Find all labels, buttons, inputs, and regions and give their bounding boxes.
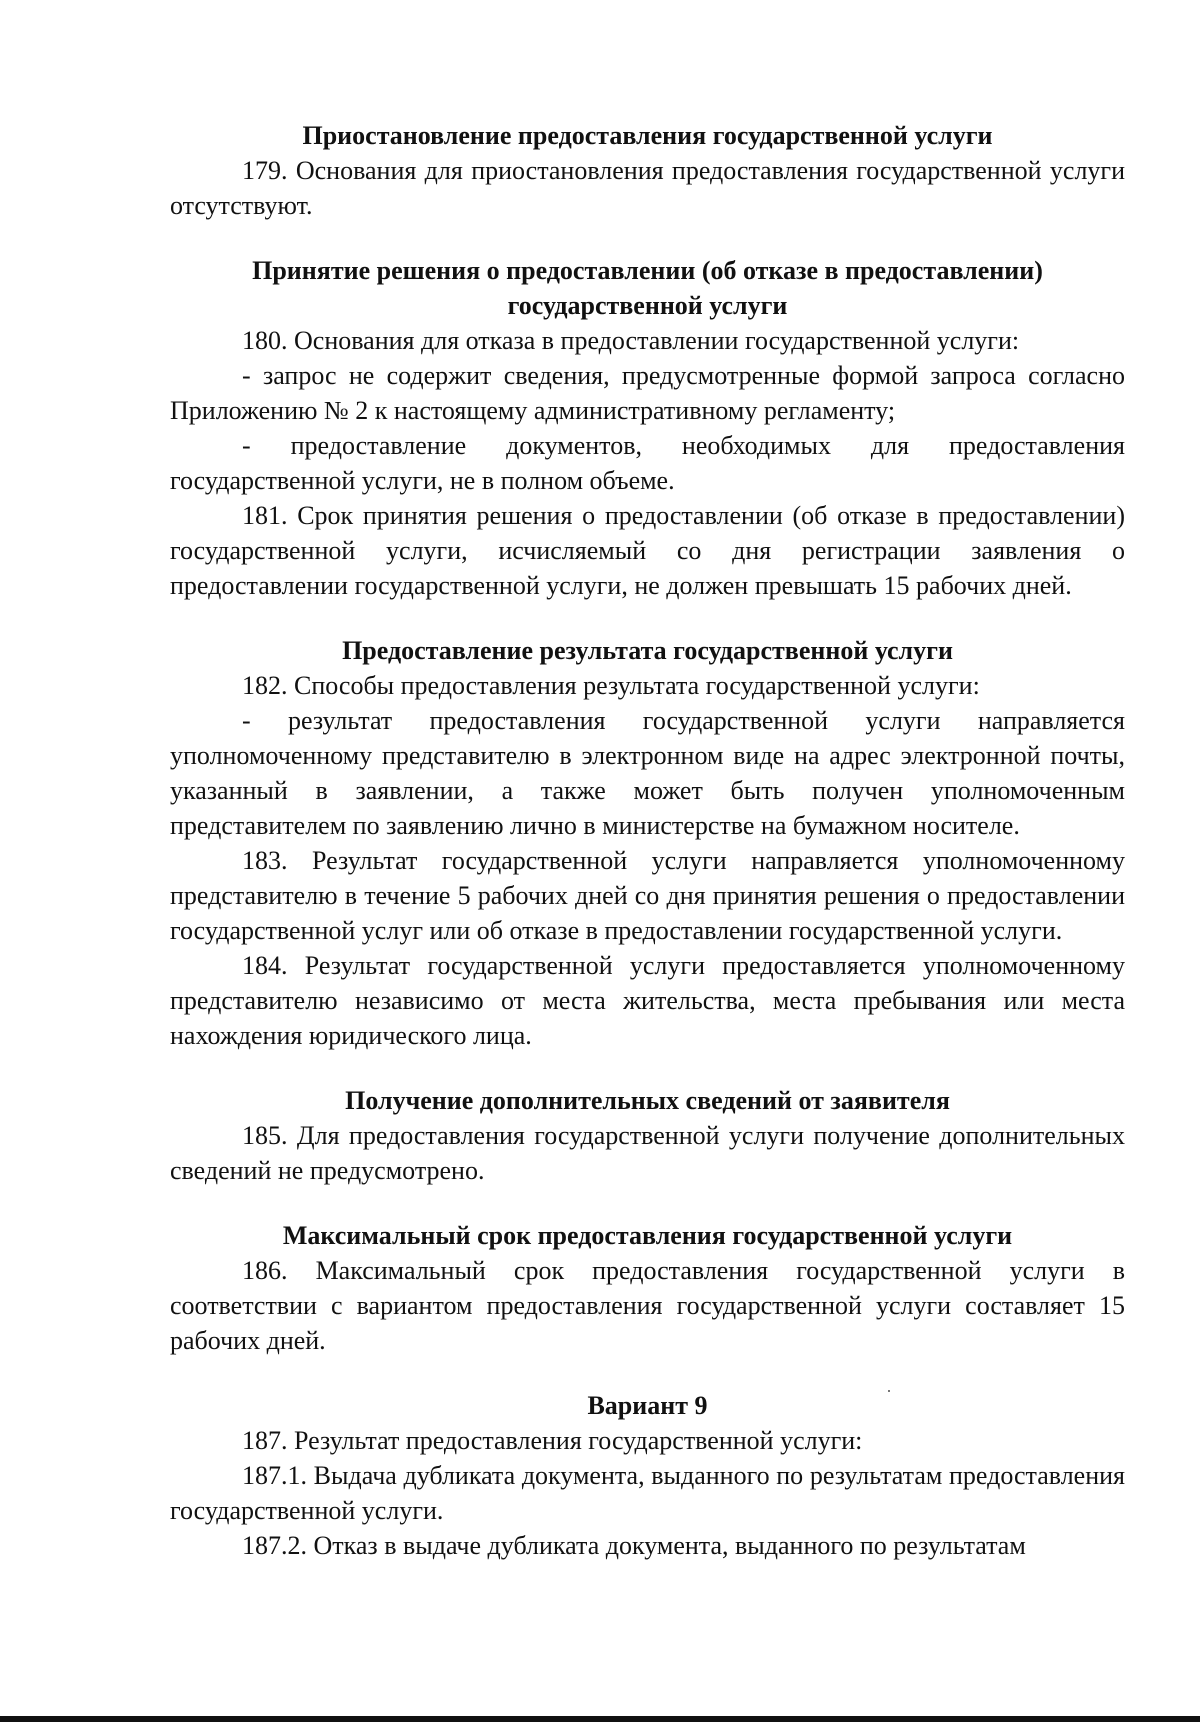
section-heading-suspension: Приостановление предоставления государственной услуги [302, 121, 993, 150]
paragraph-180-item-1: - запрос не содержит сведения, предусмотренные формой запроса согласно Приложению № 2 к настоящему административному регламенту; [170, 361, 1125, 425]
section-heading-decision-line2: государственной услуги [507, 291, 788, 320]
section-heading-variant-9: Вариант 9 [587, 1391, 708, 1420]
paragraph-184: 184. Результат государственной услуги предоставляется уполномоченному представителю независимо от места жительства, места пребывания или места нахождения юридического лица. [170, 951, 1125, 1050]
section-heading-max-term: Максимальный срок предоставления государственной услуги [282, 1221, 1013, 1250]
paragraph-187: 187. Результат предоставления государственной услуги: [242, 1426, 863, 1455]
section-heading-decision-line1: Принятие решения о предоставлении (об отказе в предоставлении) [252, 256, 1043, 285]
page-bottom-edge [0, 1716, 1200, 1722]
paragraph-179: 179. Основания для приостановления предоставления государственной услуги отсутствуют. [170, 156, 1125, 220]
paragraph-186: 186. Максимальный срок предоставления государственной услуги в соответствии с вариантом предоставления государственной услуги составляет 15 рабочих дней. [170, 1256, 1125, 1355]
document-page [170, 118, 1125, 1563]
paragraph-180-item-2: - предоставление документов, необходимых для предоставления государственной услуги, не в полном объеме. [170, 431, 1125, 495]
paragraph-187-1: 187.1. Выдача дубликата документа, выданного по результатам предоставления государственной услуги. [170, 1461, 1125, 1525]
paragraph-181: 181. Срок принятия решения о предоставлении (об отказе в предоставлении) государственной услуги, исчисляемый со дня регистрации заявления о предоставлении государственной услуги, не должен превышать 15 рабочих дней. [170, 501, 1125, 600]
paragraph-182-item-1: - результат предоставления государственной услуги направляется уполномоченному представителю в электронном виде на адрес электронной почты, указанный в заявлении, а также может быть получен уполномоченным представителем по заявлению лично в министерстве на бумажном носителе. [170, 706, 1125, 840]
paragraph-182: 182. Способы предоставления результата государственной услуги: [242, 671, 980, 700]
section-heading-result: Предоставление результата государственной услуги [342, 636, 953, 665]
section-heading-additional-info: Получение дополнительных сведений от заявителя [345, 1086, 950, 1115]
paragraph-185: 185. Для предоставления государственной услуги получение дополнительных сведений не предусмотрено. [170, 1121, 1125, 1185]
scan-speck [888, 1390, 890, 1392]
paragraph-187-2: 187.2. Отказ в выдаче дубликата документа, выданного по результатам [242, 1531, 1026, 1560]
paragraph-180: 180. Основания для отказа в предоставлении государственной услуги: [242, 326, 1020, 355]
paragraph-183: 183. Результат государственной услуги направляется уполномоченному представителю в течение 5 рабочих дней со дня принятия решения о предоставлении государственной услуг или об отказе в предоставлении государственной услуги. [170, 846, 1125, 945]
